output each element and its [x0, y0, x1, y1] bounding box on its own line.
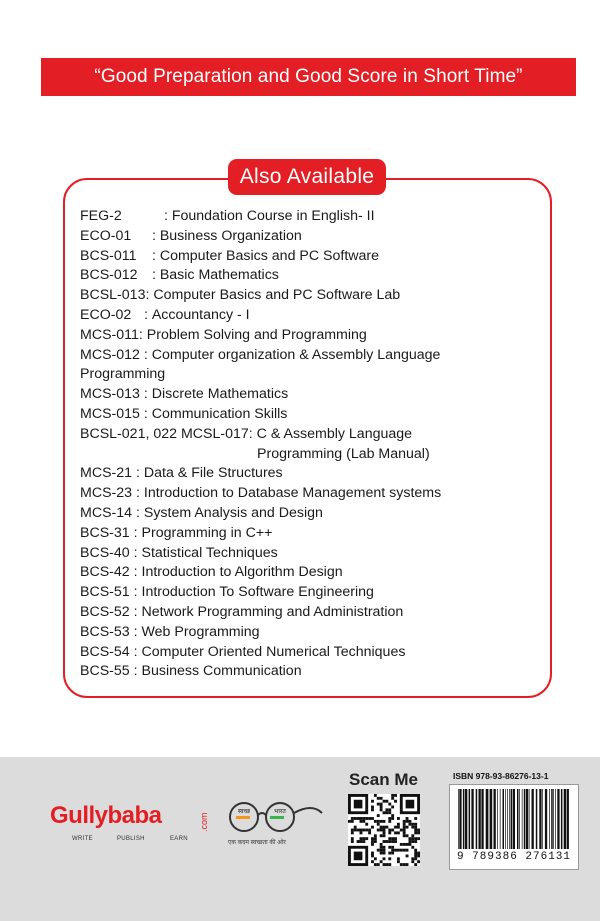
book-separator: :: [132, 485, 144, 502]
book-title: Data & File Structures: [143, 465, 283, 482]
book-title: Business Organization: [159, 227, 302, 244]
book-separator: :: [140, 306, 152, 323]
book-title: Web Programming: [141, 623, 260, 640]
book-separator: :: [138, 326, 147, 343]
book-code: BCS-54: [80, 643, 130, 660]
barcode-bars: [456, 789, 572, 849]
book-item: [80, 603, 550, 623]
book-item: [80, 662, 550, 682]
book-item: [80, 544, 550, 564]
book-separator: :: [129, 584, 142, 601]
swachh-caption: एक कदम स्वच्छता की ओर: [228, 840, 286, 846]
barcode: [449, 784, 579, 870]
book-title: Problem Solving and Programming: [146, 326, 367, 343]
book-separator: :: [129, 524, 142, 541]
book-title: Computer Oriented Numerical Techniques: [141, 643, 406, 660]
book-item: [80, 464, 550, 484]
book-title: Business Communication: [141, 663, 302, 680]
book-separator: :: [129, 564, 142, 581]
book-title: Computer organization & Assembly Language: [151, 346, 441, 363]
book-title-continuation: Programming (Lab Manual): [257, 445, 430, 462]
book-separator: :: [248, 425, 257, 442]
book-code: BCS-40: [80, 544, 130, 561]
book-separator: :: [139, 386, 152, 403]
book-code: MCS-23: [80, 485, 133, 502]
book-item: [80, 484, 550, 504]
barcode-number: 9 789386 276131: [456, 851, 572, 863]
scan-me-label: Scan Me: [349, 770, 418, 789]
isbn-label: ISBN 978-93-86276-13-1: [453, 771, 549, 781]
logo-suffix: .com: [199, 812, 209, 832]
book-list: [80, 207, 550, 682]
book-code: BCS-012: [80, 267, 138, 284]
book-title: Network Programming and Administration: [141, 603, 404, 620]
book-title: Basic Mathematics: [159, 267, 279, 284]
book-code: MCS-21: [80, 465, 133, 482]
book-code: MCS-015: [80, 405, 140, 422]
book-title: Programming in C++: [141, 524, 273, 541]
book-item: [80, 524, 550, 544]
book-code: BCS-51: [80, 584, 130, 601]
book-code: MCS-012: [80, 346, 140, 363]
book-separator: :: [132, 504, 144, 521]
book-title: Accountancy - I: [151, 306, 250, 323]
book-item: [80, 227, 550, 247]
book-title: System Analysis and Design: [143, 504, 323, 521]
book-title: Introduction To Software Engineering: [141, 584, 374, 601]
gullybaba-logo: Gullybaba: [50, 802, 162, 829]
book-item: [80, 643, 550, 663]
book-code: BCS-52: [80, 603, 130, 620]
book-item: [80, 326, 550, 346]
book-item: [80, 583, 550, 603]
tagline-write: WRITE: [72, 836, 93, 842]
book-separator: :: [139, 346, 152, 363]
book-item: [80, 623, 550, 643]
book-item: [80, 385, 550, 405]
book-code: BCS-53: [80, 623, 130, 640]
book-item: [80, 405, 550, 425]
book-code: BCSL-021, 022 MCSL-017: [80, 425, 249, 442]
swachh-bharat-glasses-icon: [222, 797, 332, 835]
book-code: MCS-14: [80, 504, 133, 521]
book-separator: :: [129, 544, 142, 561]
book-item: [80, 563, 550, 583]
book-item: [80, 346, 550, 366]
tagline-earn: EARN: [170, 836, 188, 842]
book-separator: :: [129, 643, 142, 660]
swachh-left-text: स्वच्छ: [237, 808, 251, 815]
swachh-right-text: भारत: [274, 808, 286, 815]
book-separator: :: [145, 287, 154, 304]
book-code: MCS-013: [80, 386, 140, 403]
book-title: Introduction to Database Management systems: [143, 485, 442, 502]
qr-code[interactable]: [348, 794, 420, 866]
book-separator: :: [129, 603, 142, 620]
book-item: [80, 286, 550, 306]
book-item: [80, 504, 550, 524]
book-code: FEG-2: [80, 208, 122, 224]
book-title: Introduction to Algorithm Design: [141, 564, 343, 581]
book-title: Computer Basics and PC Software Lab: [153, 287, 401, 304]
also-available-title: Also Available: [228, 159, 386, 195]
book-separator: :: [148, 227, 160, 244]
book-item: [80, 247, 550, 267]
book-separator: :: [148, 267, 160, 284]
book-separator: :: [129, 623, 142, 640]
book-code: BCS-55: [80, 663, 130, 680]
book-title: Statistical Techniques: [141, 544, 278, 561]
book-title: Computer Basics and PC Software: [159, 247, 380, 264]
book-item: [80, 207, 550, 227]
book-code: BCS-42: [80, 564, 130, 581]
book-title: Foundation Course in English- II: [171, 208, 375, 224]
book-item: [80, 306, 550, 326]
book-code: MCS-011: [80, 326, 139, 343]
book-item: [80, 266, 550, 286]
book-code: BCSL-013: [80, 287, 146, 304]
book-separator: :: [139, 405, 152, 422]
book-code: BCS-011: [80, 247, 137, 264]
book-title: Discrete Mathematics: [151, 386, 289, 403]
book-item: [80, 425, 550, 445]
book-title-continuation: Programming: [80, 366, 166, 383]
book-separator: :: [129, 663, 142, 680]
slogan-banner: [41, 58, 576, 96]
tagline-publish: PUBLISH: [117, 836, 145, 842]
book-code: BCS-31: [80, 524, 130, 541]
book-title: Communication Skills: [151, 405, 288, 422]
slogan-text: “Good Preparation and Good Score in Short Time”: [94, 66, 523, 87]
book-title: C & Assembly Language: [256, 425, 413, 442]
book-separator: :: [132, 465, 144, 482]
book-separator: :: [160, 208, 172, 224]
book-code: ECO-01: [80, 227, 132, 244]
book-code: ECO-02: [80, 306, 132, 323]
book-separator: :: [148, 247, 160, 264]
